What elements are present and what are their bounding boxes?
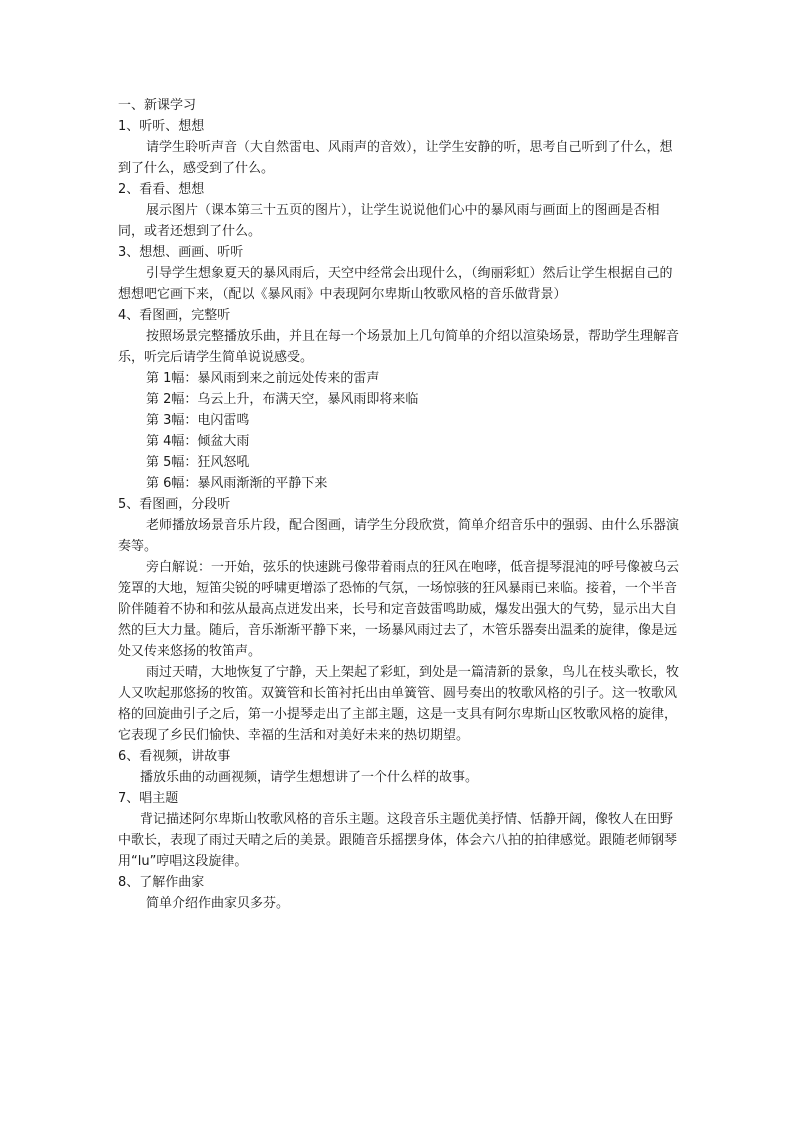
scene-item-3: 第 3幅：电闪雷鸣: [146, 413, 250, 428]
section-5-paragraph-2: 旁白解说：一开始，弦乐的快速跳弓像带着雨点的狂风在咆哮，低音提琴混沌的呼号像被乌云笼罩的大地，短笛尖锐的呼啸更增添了恐怖的气氛，一场惊骇的狂风暴雨已来临。接着，一个半音阶伴随着不协和和弦从最高点迸发出来，长号和定音鼓雷鸣助威，爆发出强大的气势，显示出大自然的巨大力量。随后，音乐渐渐平静下来，一场暴风雨过去了，木管乐器奏出温柔的旋律，像是远处又传来悠扬的牧笛声。: [118, 560, 680, 659]
section-heading-8: 8、了解作曲家: [118, 875, 205, 890]
scene-item-2: 第 2幅：乌云上升，布满天空，暴风雨即将来临: [146, 392, 419, 407]
section-heading-5: 5、看图画，分段听: [118, 497, 231, 512]
section-7-paragraph: 背记描述阿尔卑斯山牧歌风格的音乐主题。这段音乐主题优美抒情、恬静开阔，像牧人在田野中歌长，表现了雨过天晴之后的美景。跟随音乐摇摆身体，体会六八拍的拍律感觉。跟随老师钢琴用“lu”哼唱这段旋律。: [118, 812, 678, 869]
section-2-paragraph: 展示图片（课本第三十五页的图片），让学生说说他们心中的暴风雨与画面上的图画是否相同，或者还想到了什么。: [118, 203, 660, 239]
section-1-paragraph: 请学生聆听声音（大自然雷电、风雨声的音效），让学生安静的听，思考自己听到了什么，想到了什么，感受到了什么。: [118, 140, 673, 176]
section-5-paragraph-1: 老师播放场景音乐片段，配合图画，请学生分段欣赏，简单介绍音乐中的强弱、由什么乐器演奏等。: [118, 518, 680, 554]
scene-item-4: 第 4幅：倾盆大雨: [146, 434, 250, 449]
section-4-paragraph: 按照场景完整播放乐曲，并且在每一个场景加上几句简单的介绍以渲染场景，帮助学生理解音乐，听完后请学生简单说说感受。: [118, 329, 680, 365]
scene-item-5: 第 5幅：狂风怒吼: [146, 455, 250, 470]
document-page: [118, 95, 684, 914]
section-6-paragraph: 播放乐曲的动画视频，请学生想想讲了一个什么样的故事。: [140, 770, 479, 785]
section-heading-4: 4、看图画，完整听: [118, 308, 231, 323]
section-heading-3: 3、想想、画画、听听: [118, 245, 244, 260]
document-title: 一、新课学习: [118, 98, 197, 113]
section-heading-7: 7、唱主题: [118, 791, 179, 806]
section-heading-2: 2、看看、想想: [118, 182, 205, 197]
section-heading-1: 1、听听、想想: [118, 119, 205, 134]
section-5-paragraph-3: 雨过天晴，大地恢复了宁静，天上架起了彩虹，到处是一篇清新的景象，鸟儿在枝头歌长，牧人又吹起那悠扬的牧笛。双簧管和长笛衬托出由单簧管、圆号奏出的牧歌风格的引子。这一牧歌风格的回旋曲引子之后，第一小提琴走出了主部主题，这是一支具有阿尔卑斯山区牧歌风格的旋律，它表现了乡民们愉快、幸福的生活和对美好未来的热切期望。: [118, 665, 680, 743]
section-heading-6: 6、看视频，讲故事: [118, 749, 231, 764]
scene-item-6: 第 6幅：暴风雨渐渐的平静下来: [146, 476, 328, 491]
section-8-paragraph: 简单介绍作曲家贝多芬。: [146, 896, 290, 911]
section-3-paragraph: 引导学生想象夏天的暴风雨后，天空中经常会出现什么，（绚丽彩虹）然后让学生根据自己的想想吧它画下来，（配以《暴风雨》中表现阿尔卑斯山牧歌风格的音乐做背景）: [118, 266, 673, 302]
scene-item-1: 第 1幅：暴风雨到来之前远处传来的雷声: [146, 371, 380, 386]
